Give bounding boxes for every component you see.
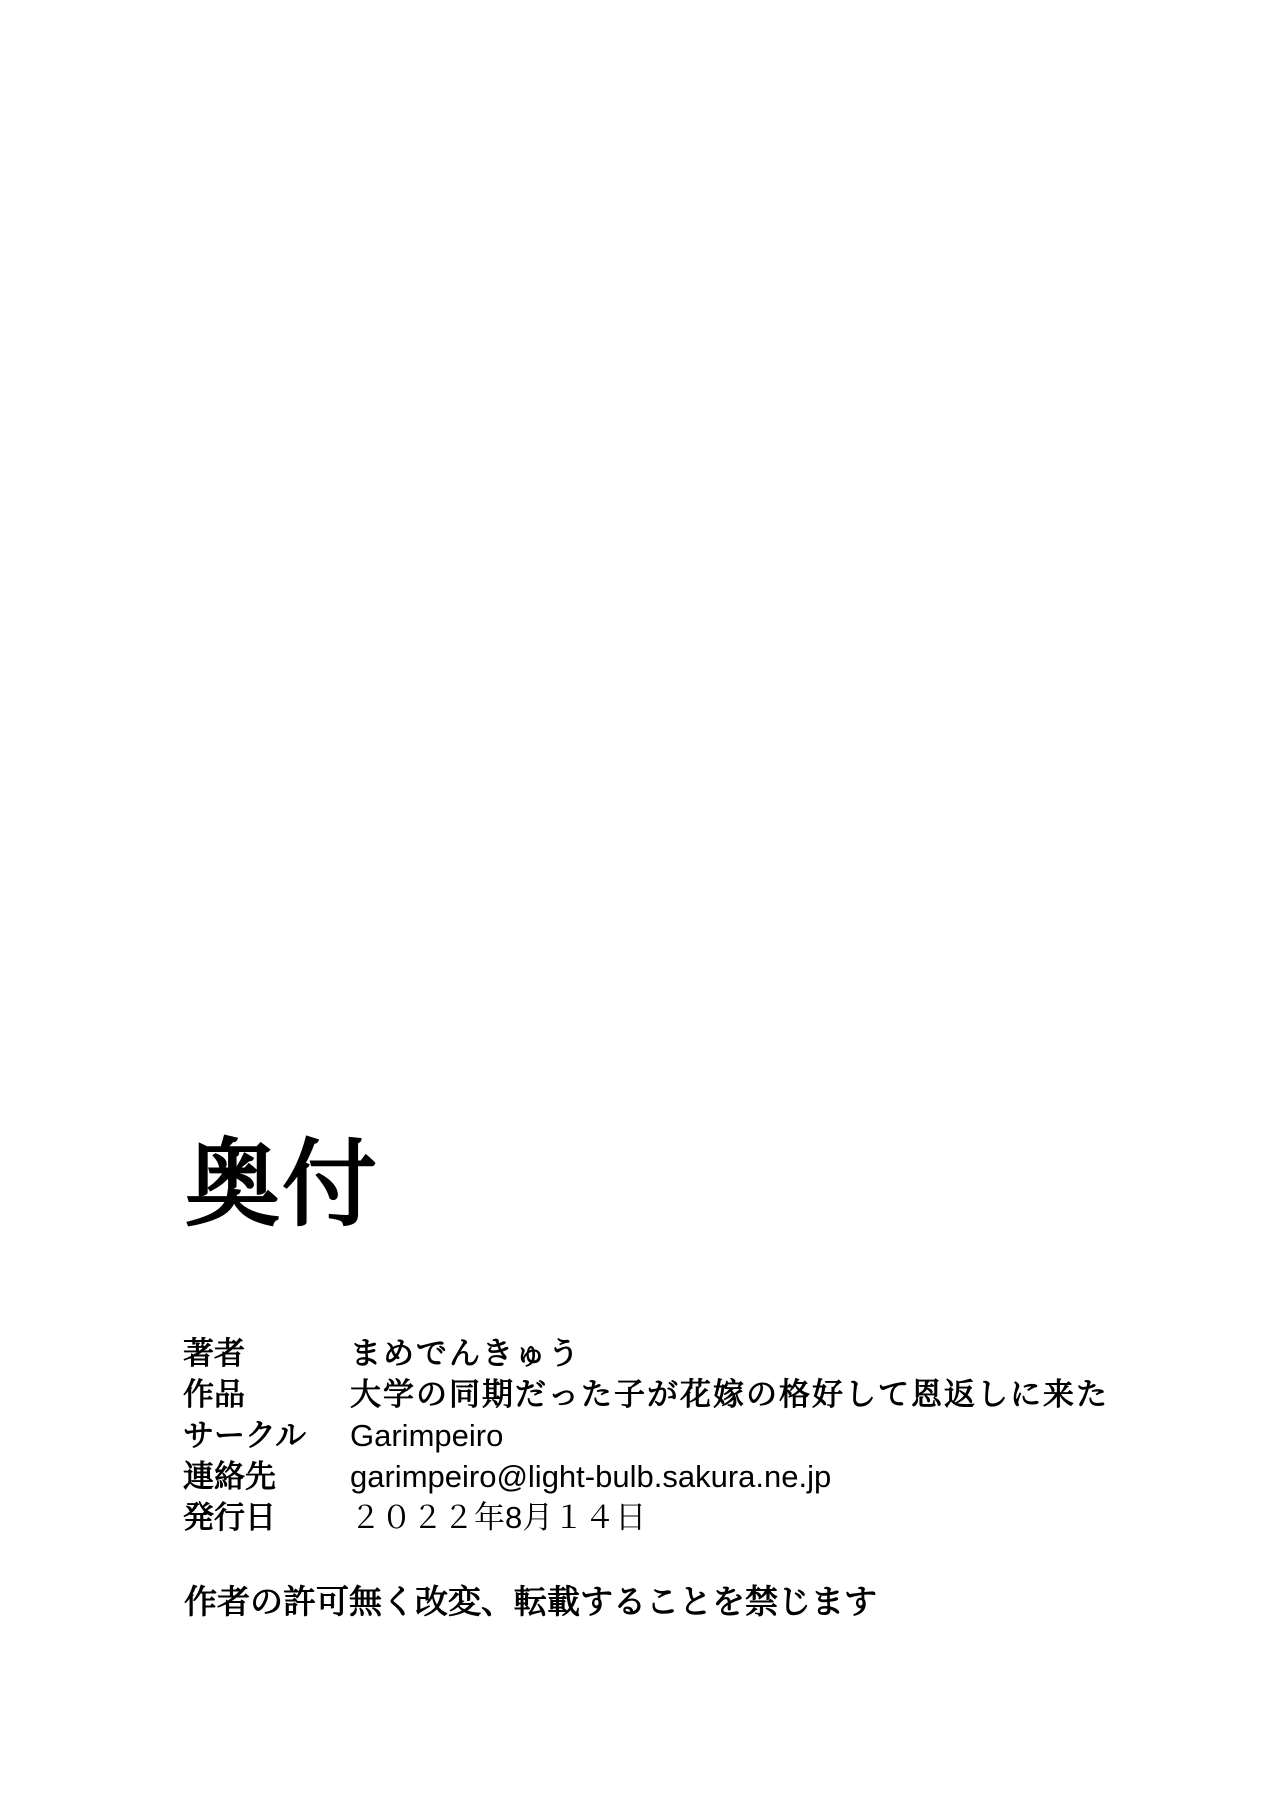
page-title: 奥付 — [185, 1132, 380, 1238]
work-title-label: 作品 — [183, 1377, 245, 1412]
author-label: 著者 — [183, 1336, 245, 1371]
contact-email: garimpeiro@light-bulb.sakura.ne.jp — [350, 1459, 832, 1494]
contact-label: 連絡先 — [183, 1459, 276, 1494]
publish-date-value: ２０２２年8月１４日 — [350, 1500, 647, 1535]
publish-date-label: 発行日 — [183, 1500, 276, 1535]
colophon-row-author — [183, 1333, 1109, 1374]
author-value: まめでんきゅう — [350, 1336, 581, 1371]
colophon-row-work-title — [183, 1374, 1109, 1415]
copyright-notice: 作者の許可無く改変、転載することを禁じます — [184, 1583, 877, 1620]
colophon-info — [183, 1333, 1109, 1538]
colophon-row-publish-date — [183, 1497, 1109, 1538]
work-title-value: 大学の同期だった子が花嫁の格好して恩返しに来た — [350, 1377, 1109, 1412]
circle-label: サークル — [183, 1418, 307, 1453]
colophon-row-circle — [183, 1415, 1109, 1456]
circle-value: Garimpeiro — [350, 1418, 504, 1453]
colophon-row-contact — [183, 1456, 1109, 1497]
